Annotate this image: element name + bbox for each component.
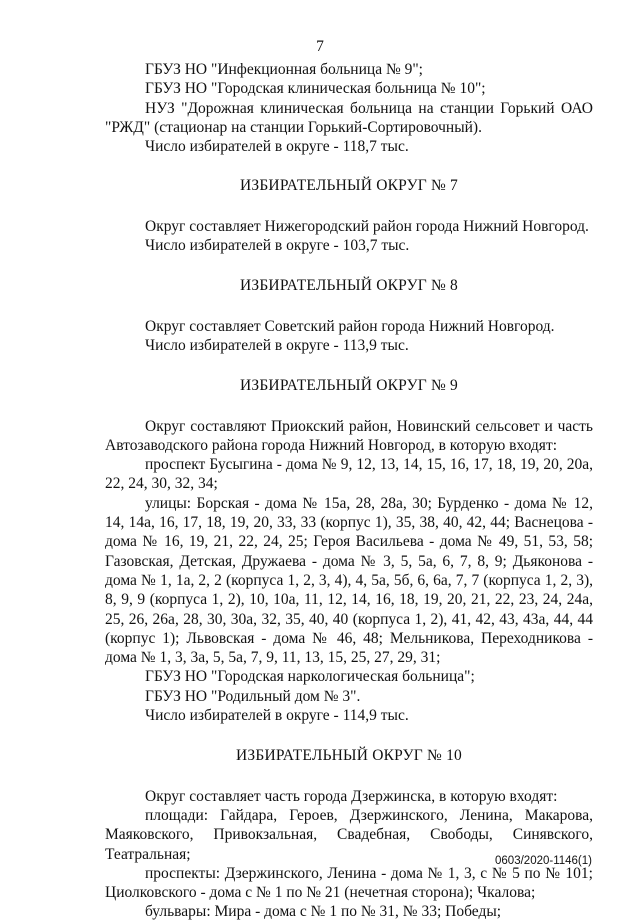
district-heading: ИЗБИРАТЕЛЬНЫЙ ОКРУГ № 10 <box>236 747 462 765</box>
district-8 <box>105 276 593 355</box>
voter-count: Число избирателей в округе - 118,7 тыс. <box>145 138 409 156</box>
paragraph: площади: Гайдара, Героев, Дзержинского, Ленина, Макарова, Маяковского, Привокзальная, Свадебная, Свободы, Синявского, Театральная; <box>105 806 593 863</box>
paragraph: Округ составляет Нижегородский район города Нижний Новгород. <box>145 217 589 235</box>
paragraph: Округ составляют Приокский район, Новинский сельсовет и часть Автозаводского района города Нижний Новгород, в которую входят: <box>105 417 593 454</box>
paragraph: улицы: Борская - дома № 15а, 28, 28а, 30; Бурденко - дома № 12, 14, 14а, 16, 17, 18, 19, 20, 33, 33 (корпус 1), 35, 38, 40, 42, 44; Васнецова - дома № 16, 19, 21, 22, 24, 25; Героя Васильева - дома № 49, 51, 53, 58; Газовская, Детская, Дружаева - дома № 3, 5, 5а, 6, 7, 8, 9; Дьяконова - дома № 1, 1а, 2, 2 (корпуса 1, 2, 3, 4), 4, 5а, 5б, 6, 6а, 7, 7 (корпуса 1, 2, 3), 8, 9, 9 (корпуса 1, 2), 10, 10а, 11, 12, 14, 16, 18, 19, 20, 21, 22, 23, 24, 24а, 25, 26, 26а, 28, 30, 30а, 32, 35, 40, 40 (корпуса 1, 2), 41, 42, 43, 43а, 44, 44 (корпус 1); Львовская - дома № 46, 48; Мельникова, Переходникова - дома № 1, 3, 3а, 5, 5а, 7, 9, 11, 13, 15, 25, 27, 29, 31; <box>105 494 593 667</box>
paragraph: проспекты: Дзержинского, Ленина - дома № 1, 3, с № 5 по № 101; Циолковского - дома с № 1 по № 21 (нечетная сторона); Чкалова; <box>105 864 593 902</box>
paragraph: проспект Бусыгина - дома № 9, 12, 13, 14, 15, 16, 17, 18, 19, 20, 20а, 22, 24, 30, 32, 34; <box>105 456 593 493</box>
page-number: 7 <box>316 38 324 55</box>
district-heading: ИЗБИРАТЕЛЬНЫЙ ОКРУГ № 8 <box>239 277 459 295</box>
document-code: 0603/2020-1146(1) <box>495 855 592 867</box>
top-block <box>105 60 593 156</box>
district-heading: ИЗБИРАТЕЛЬНЫЙ ОКРУГ № 9 <box>239 377 459 395</box>
voter-count: Число избирателей в округе - 103,7 тыс. <box>145 237 410 255</box>
voter-count: Число избирателей в округе - 114,9 тыс. <box>145 707 409 725</box>
paragraph: Округ составляет Советский район города Нижний Новгород. <box>145 317 555 335</box>
voter-count: Число избирателей в округе - 113,9 тыс. <box>145 336 409 354</box>
district-7 <box>105 176 593 255</box>
paragraph: ГБУЗ НО "Городская наркологическая больница"; <box>145 668 475 686</box>
paragraph: ГБУЗ НО "Инфекционная больница № 9"; <box>145 61 423 78</box>
paragraph: НУЗ "Дорожная клиническая больница на станции Горький ОАО "РЖД" (стационар на станции Горький-Сортировочный). <box>105 99 593 136</box>
document-body <box>105 60 593 922</box>
district-10 <box>105 746 593 921</box>
paragraph: ГБУЗ НО "Родильный дом № 3". <box>145 687 361 705</box>
district-heading: ИЗБИРАТЕЛЬНЫЙ ОКРУГ № 7 <box>239 177 459 195</box>
paragraph: Округ составляет часть города Дзержинска, в которую входят: <box>145 787 558 805</box>
paragraph: бульвары: Мира - дома с № 1 по № 31, № 33; Победы; <box>145 903 502 921</box>
district-9 <box>105 376 593 725</box>
paragraph: ГБУЗ НО "Городская клиническая больница № 10"; <box>145 80 486 98</box>
